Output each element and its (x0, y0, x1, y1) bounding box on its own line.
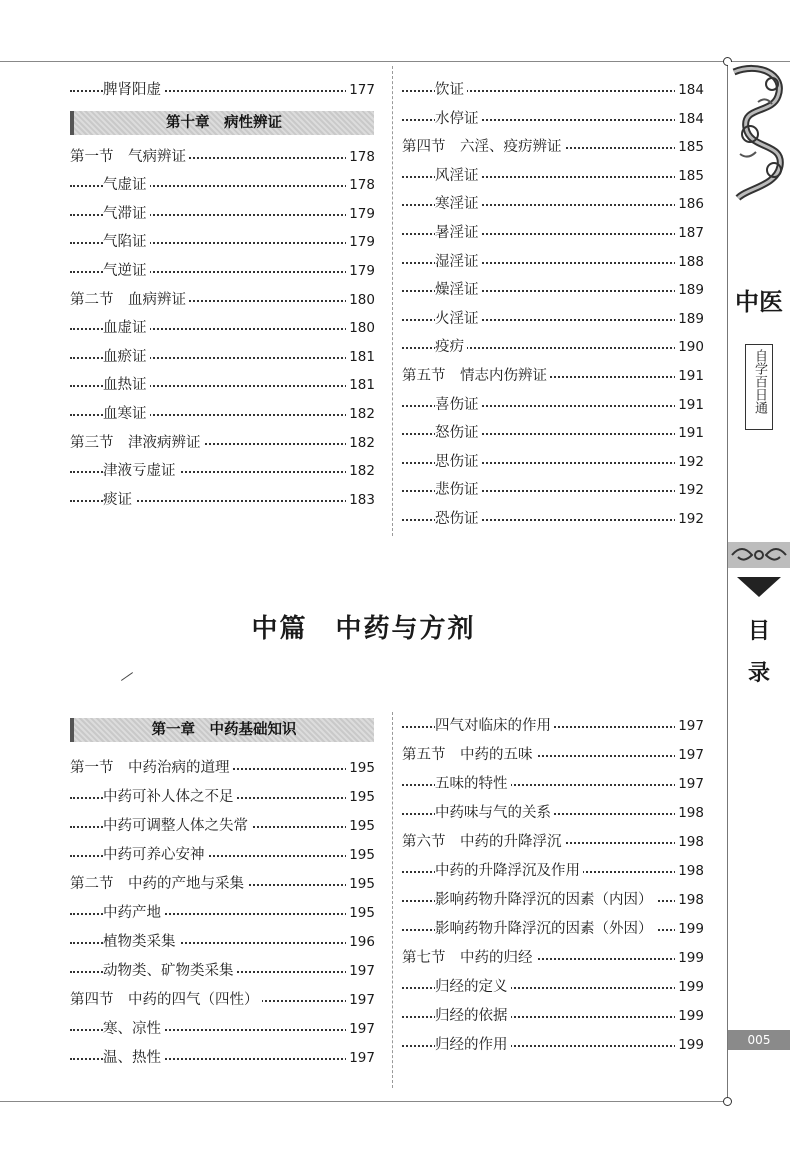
toc-page-number: 188 (675, 250, 704, 274)
toc-item-row (402, 164, 704, 188)
toc-item-row (70, 402, 375, 426)
toc-page-number: 197 (346, 1017, 375, 1041)
toc-section-row (70, 988, 375, 1012)
toc-entry-label: 中药可补人体之不足 (103, 785, 237, 809)
brand-subtitle (745, 344, 773, 430)
toc-page-number: 191 (675, 421, 704, 445)
toc-item-row (70, 202, 375, 226)
section-title-char-2: 录 (747, 660, 770, 686)
toc-item-row (402, 107, 704, 131)
toc-page-number: 192 (675, 507, 704, 531)
column-divider-bottom (392, 712, 393, 1088)
toc-entry-label: 第一节 中药治病的道理 (70, 756, 233, 780)
part-title: 中篇 中药与方剂 (251, 614, 476, 644)
toc-item-row (402, 278, 704, 302)
toc-page-number: 179 (346, 259, 375, 283)
right-sidebar (728, 62, 790, 1102)
toc-page-number: 198 (675, 801, 704, 825)
toc-page-number: 186 (675, 192, 704, 216)
toc-entry-label: 温、热性 (103, 1046, 164, 1070)
toc-page-number: 199 (675, 946, 704, 970)
toc-entry-label: 悲伤证 (435, 478, 482, 502)
toc-entry-label: 四气对临床的作用 (435, 714, 554, 738)
toc-item-row (70, 901, 375, 925)
bottom-frame-line (0, 1101, 730, 1102)
toc-item-row (402, 859, 704, 883)
toc-entry-label: 喜伤证 (435, 393, 482, 417)
toc-entry-label: 中药味与气的关系 (435, 801, 554, 825)
toc-entry-label: 第五节 中药的五味 (402, 743, 536, 767)
toc-page-number: 178 (346, 173, 375, 197)
arrow-down-icon (737, 577, 781, 597)
toc-entry-label: 湿淫证 (435, 250, 482, 274)
toc-page-number: 180 (346, 316, 375, 340)
chapter-heading: 第一章 中药基础知识 (70, 718, 374, 742)
toc-entry-label: 第七节 中药的归经 (402, 946, 536, 970)
toc-page-number: 196 (346, 930, 375, 954)
toc-item-row (402, 975, 704, 999)
toc-item-row (70, 173, 375, 197)
toc-page-number: 195 (346, 843, 375, 867)
toc-section-row (70, 872, 375, 896)
toc-entry-label: 第三节 津液病辨证 (70, 431, 204, 455)
toc-page-number: 197 (675, 772, 704, 796)
toc-page-number: 197 (346, 959, 375, 983)
toc-item-row (70, 843, 375, 867)
toc-entry-label: 暑淫证 (435, 221, 482, 245)
toc-item-row (70, 814, 375, 838)
series-brand (730, 282, 788, 442)
toc-entry-label: 血热证 (103, 373, 150, 397)
toc-section-row (402, 135, 704, 159)
toc-item-row (402, 714, 704, 738)
toc-page-number: 199 (675, 1033, 704, 1057)
toc-item-row (402, 78, 704, 102)
toc-page-number: 199 (675, 1004, 704, 1028)
toc-page-number: 184 (675, 78, 704, 102)
toc-section-row (70, 431, 375, 455)
toc-entry-label: 气陷证 (103, 230, 150, 254)
chapter-heading: 第十章 病性辨证 (70, 111, 374, 135)
toc-item-row (402, 250, 704, 274)
toc-page-number: 189 (675, 307, 704, 331)
toc-page-number: 181 (346, 345, 375, 369)
toc-entry-label: 饮证 (435, 78, 467, 102)
page-number: 005 (728, 1030, 790, 1050)
toc-section-row (70, 288, 375, 312)
toc-entry-label: 脾肾阳虚 (103, 78, 164, 102)
toc-item-row (402, 801, 704, 825)
toc-entry-label: 血瘀证 (103, 345, 150, 369)
section-title-char-1: 目 (747, 618, 770, 644)
toc-entry-label: 疫疠 (435, 335, 467, 359)
toc-item-row (70, 230, 375, 254)
toc-page-number: 197 (675, 743, 704, 767)
toc-item-row (70, 78, 375, 102)
toc-entry-label: 第四节 六淫、疫疠辨证 (402, 135, 565, 159)
toc-entry-label: 第二节 中药的产地与采集 (70, 872, 247, 896)
toc-page-number: 199 (675, 917, 704, 941)
toc-entry-label: 血寒证 (103, 402, 150, 426)
toc-entry-label: 痰证 (103, 488, 135, 512)
toc-item-row (402, 393, 704, 417)
toc-item-row (402, 192, 704, 216)
toc-entry-label: 中药的升降浮沉及作用 (435, 859, 583, 883)
toc-entry-label: 怒伤证 (435, 421, 482, 445)
toc-section-row (402, 946, 704, 970)
cloud-ornament-icon (728, 542, 790, 568)
toc-entry-label: 中药产地 (103, 901, 164, 925)
toc-item-row (70, 316, 375, 340)
toc-item-row (70, 373, 375, 397)
pencil-mark (121, 672, 133, 681)
toc-page-number: 199 (675, 975, 704, 999)
toc-item-row (70, 1017, 375, 1041)
toc-entry-label: 寒淫证 (435, 192, 482, 216)
toc-item-row (402, 1033, 704, 1057)
toc-page-number: 182 (346, 431, 375, 455)
toc-page-number: 197 (346, 988, 375, 1012)
brand-subtitle-text: 自学百日通 (752, 349, 767, 414)
toc-page-number: 195 (346, 756, 375, 780)
toc-entry-label: 燥淫证 (435, 278, 482, 302)
toc-entry-label: 寒、凉性 (103, 1017, 164, 1041)
toc-item-row (70, 488, 375, 512)
toc-section-row (402, 830, 704, 854)
toc-item-row (402, 335, 704, 359)
toc-page-number: 192 (675, 478, 704, 502)
toc-item-row (402, 1004, 704, 1028)
toc-entry-label: 恐伤证 (435, 507, 482, 531)
toc-entry-label: 植物类采集 (103, 930, 179, 954)
toc-section-row (70, 756, 375, 780)
toc-page-number: 182 (346, 459, 375, 483)
toc-item-row (70, 930, 375, 954)
toc-entry-label: 动物类、矿物类采集 (103, 959, 237, 983)
toc-entry-label: 五味的特性 (435, 772, 511, 796)
toc-entry-label: 气虚证 (103, 173, 150, 197)
toc-item-row (402, 307, 704, 331)
toc-item-row (70, 785, 375, 809)
toc-page-number: 198 (675, 888, 704, 912)
toc-page-number: 185 (675, 135, 704, 159)
toc-page-number: 195 (346, 814, 375, 838)
toc-page-number: 195 (346, 901, 375, 925)
toc-page-number: 177 (346, 78, 375, 102)
toc-entry-label: 第四节 中药的四气（四性） (70, 988, 262, 1012)
toc-item-row (402, 221, 704, 245)
toc-entry-label: 思伤证 (435, 450, 482, 474)
toc-page-number: 192 (675, 450, 704, 474)
toc-item-row (402, 507, 704, 531)
toc-page-number: 183 (346, 488, 375, 512)
toc-section-row (402, 364, 704, 388)
toc-page-number: 185 (675, 164, 704, 188)
toc-page-number: 191 (675, 364, 704, 388)
toc-section-row (70, 145, 375, 169)
toc-page-number: 187 (675, 221, 704, 245)
toc-section-row (402, 743, 704, 767)
toc-page-number: 180 (346, 288, 375, 312)
toc-page-number: 198 (675, 859, 704, 883)
top-frame-line (0, 61, 790, 62)
toc-entry-label: 水停证 (435, 107, 482, 131)
toc-page-number: 179 (346, 230, 375, 254)
toc-entry-label: 第二节 血病辨证 (70, 288, 189, 312)
toc-entry-label: 归经的作用 (435, 1033, 511, 1057)
toc-page-number: 195 (346, 785, 375, 809)
toc-item-row (402, 888, 704, 912)
toc-entry-label: 气逆证 (103, 259, 150, 283)
dragon-ornament-icon (728, 62, 790, 202)
toc-entry-label: 血虚证 (103, 316, 150, 340)
toc-page-number: 191 (675, 393, 704, 417)
toc-entry-label: 风淫证 (435, 164, 482, 188)
toc-item-row (402, 421, 704, 445)
toc-page-number: 190 (675, 335, 704, 359)
toc-item-row (70, 959, 375, 983)
toc-entry-label: 火淫证 (435, 307, 482, 331)
toc-item-row (70, 259, 375, 283)
toc-entry-label: 第六节 中药的升降浮沉 (402, 830, 565, 854)
toc-entry-label: 中药可调整人体之失常 (103, 814, 251, 838)
toc-item-row (70, 345, 375, 369)
toc-item-row (70, 459, 375, 483)
toc-entry-label: 归经的定义 (435, 975, 511, 999)
toc-item-row (402, 478, 704, 502)
toc-page-number: 198 (675, 830, 704, 854)
toc-item-row (402, 450, 704, 474)
toc-page-number: 195 (346, 872, 375, 896)
brand-main-text: 中医 (735, 287, 783, 316)
column-divider-top (392, 66, 393, 536)
toc-entry-label: 第一节 气病辨证 (70, 145, 189, 169)
toc-entry-label: 津液亏虚证 (103, 459, 179, 483)
toc-page-number: 178 (346, 145, 375, 169)
toc-item-row (70, 1046, 375, 1070)
toc-page-number: 197 (346, 1046, 375, 1070)
toc-page-number: 182 (346, 402, 375, 426)
toc-page-number: 181 (346, 373, 375, 397)
toc-entry-label: 中药可养心安神 (103, 843, 208, 867)
toc-item-row (402, 772, 704, 796)
toc-entry-label: 归经的依据 (435, 1004, 511, 1028)
toc-page-number: 179 (346, 202, 375, 226)
toc-entry-label: 影响药物升降浮沉的因素（外因） (435, 917, 656, 941)
toc-entry-label: 气滞证 (103, 202, 150, 226)
toc-page-number: 184 (675, 107, 704, 131)
toc-page-number: 189 (675, 278, 704, 302)
toc-item-row (402, 917, 704, 941)
toc-entry-label: 第五节 情志内伤辨证 (402, 364, 550, 388)
toc-page-number: 197 (675, 714, 704, 738)
toc-entry-label: 影响药物升降浮沉的因素（内因） (435, 888, 656, 912)
